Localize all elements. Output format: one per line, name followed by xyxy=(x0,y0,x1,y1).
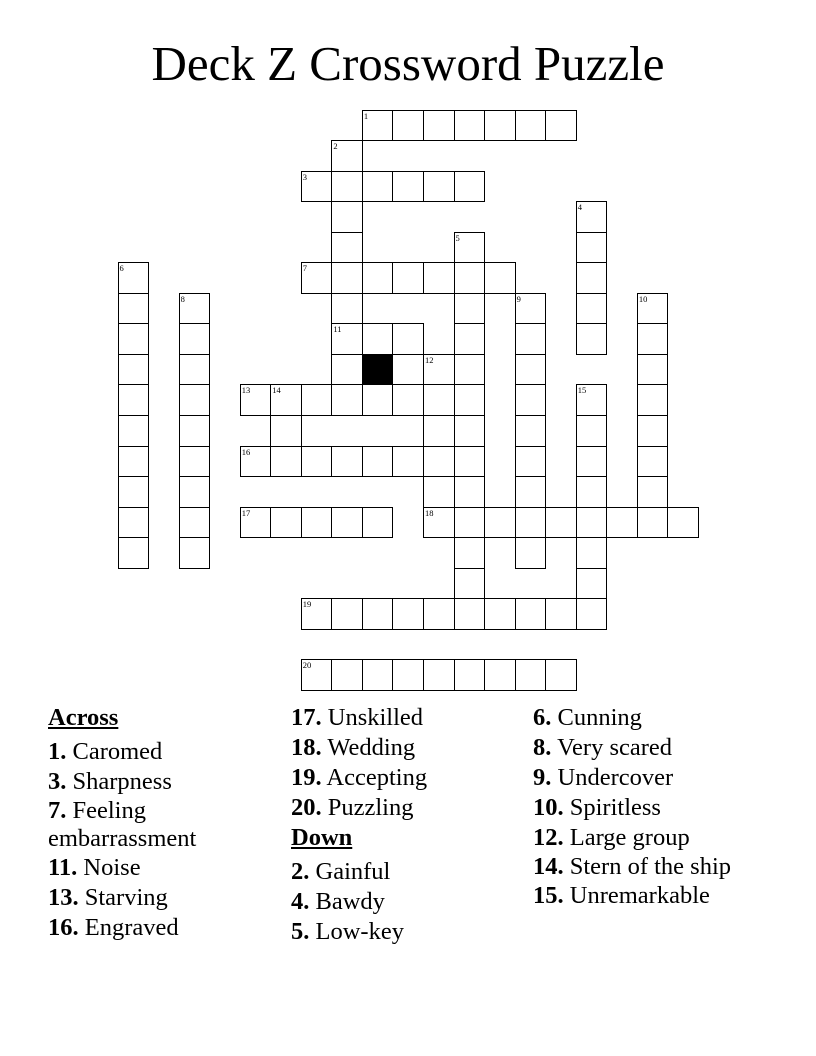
grid-cell[interactable] xyxy=(392,446,424,478)
grid-cell[interactable] xyxy=(515,537,547,569)
cell-number: 8 xyxy=(180,293,185,304)
cell-number: 9 xyxy=(516,293,521,304)
grid-cell[interactable] xyxy=(576,262,608,294)
grid-cell[interactable] xyxy=(515,507,547,539)
grid-cell[interactable] xyxy=(362,323,394,355)
grid-cell[interactable] xyxy=(454,537,486,569)
grid-cell[interactable] xyxy=(362,171,394,203)
grid-cell[interactable] xyxy=(637,507,669,539)
grid-cell[interactable] xyxy=(240,507,272,539)
grid-cell[interactable] xyxy=(179,293,211,325)
down-heading: Down xyxy=(291,824,353,851)
cell-number: 13 xyxy=(241,385,251,396)
grid-cell[interactable] xyxy=(515,476,547,508)
grid-cell[interactable] xyxy=(545,110,577,142)
grid-cell[interactable] xyxy=(576,537,608,569)
clue-across-16: 16. Engraved xyxy=(48,914,179,941)
cell-number: 17 xyxy=(241,507,251,518)
grid-cell[interactable] xyxy=(331,598,363,630)
clues-column-2 xyxy=(291,703,521,947)
across-heading: Across xyxy=(48,704,119,731)
cell-number: 16 xyxy=(241,446,251,457)
grid-cell[interactable] xyxy=(637,446,669,478)
clue-across-1: 1. Caromed xyxy=(48,738,163,765)
grid-cell[interactable] xyxy=(118,507,150,539)
grid-cell[interactable] xyxy=(392,384,424,416)
grid-cell[interactable] xyxy=(240,384,272,416)
grid-cell[interactable] xyxy=(576,323,608,355)
cell-number: 18 xyxy=(425,507,434,518)
grid-cell[interactable] xyxy=(454,598,486,630)
grid-cell[interactable] xyxy=(392,659,424,691)
grid-cell[interactable] xyxy=(301,446,333,478)
grid-cell[interactable] xyxy=(118,446,150,478)
grid-cell[interactable] xyxy=(576,415,608,447)
cell-number: 20 xyxy=(302,660,312,671)
grid-cell[interactable] xyxy=(179,415,211,447)
grid-cell[interactable] xyxy=(331,354,363,386)
cell-number: 1 xyxy=(363,110,369,121)
grid-cell[interactable] xyxy=(515,446,547,478)
grid-cell[interactable] xyxy=(454,171,486,203)
grid-cell[interactable] xyxy=(118,323,150,355)
cell-number: 3 xyxy=(302,171,308,182)
clue-across-11: 11. Noise xyxy=(48,854,141,881)
grid-cell[interactable] xyxy=(301,384,333,416)
grid-cell[interactable] xyxy=(179,354,211,386)
grid-cell[interactable] xyxy=(637,323,669,355)
grid-cell[interactable] xyxy=(331,323,363,355)
grid-cell[interactable] xyxy=(637,293,669,325)
grid-cell[interactable] xyxy=(423,659,455,691)
grid-cell[interactable] xyxy=(362,659,394,691)
clue-down-5: 5. Low-key xyxy=(291,918,404,945)
grid-cell[interactable] xyxy=(576,384,608,416)
grid-cell[interactable] xyxy=(179,507,211,539)
grid-cell[interactable] xyxy=(484,659,516,691)
grid-cell[interactable] xyxy=(118,384,150,416)
grid-cell[interactable] xyxy=(576,476,608,508)
grid-cell[interactable] xyxy=(179,537,211,569)
grid-cell[interactable] xyxy=(392,171,424,203)
grid-cell[interactable] xyxy=(545,507,577,539)
cell-number: 2 xyxy=(333,141,338,152)
grid-cell[interactable] xyxy=(118,415,150,447)
grid-cell[interactable] xyxy=(423,110,455,142)
cell-number: 14 xyxy=(272,385,281,396)
clue-across-17: 17. Unskilled xyxy=(291,704,424,731)
grid-cell[interactable] xyxy=(423,507,455,539)
clue-down-2: 2. Gainful xyxy=(291,858,391,885)
grid-cell[interactable] xyxy=(118,537,150,569)
grid-cell[interactable] xyxy=(637,354,669,386)
grid-cell[interactable] xyxy=(454,323,486,355)
clue-down-9: 9. Undercover xyxy=(533,764,674,791)
grid-cell[interactable] xyxy=(331,171,363,203)
grid-cell[interactable] xyxy=(423,354,455,386)
grid-cell[interactable] xyxy=(331,293,363,325)
grid-cell[interactable] xyxy=(484,598,516,630)
grid-cell[interactable] xyxy=(270,384,302,416)
grid-cell[interactable] xyxy=(606,507,638,539)
grid-cell[interactable] xyxy=(484,262,516,294)
grid-cell[interactable] xyxy=(179,323,211,355)
grid-cell[interactable] xyxy=(301,262,333,294)
grid-cell[interactable] xyxy=(515,110,547,142)
grid-cell[interactable] xyxy=(545,598,577,630)
grid-cell[interactable] xyxy=(576,507,608,539)
clue-down-8: 8. Very scared xyxy=(533,734,673,761)
clue-across-3: 3. Sharpness xyxy=(48,768,172,795)
grid-cell[interactable] xyxy=(331,140,363,172)
cell-number: 19 xyxy=(302,599,312,610)
grid-cell[interactable] xyxy=(392,262,424,294)
grid-cell[interactable] xyxy=(454,446,486,478)
grid-cell[interactable] xyxy=(362,262,394,294)
grid-cell[interactable] xyxy=(301,598,333,630)
clue-down-4: 4. Bawdy xyxy=(291,888,385,915)
grid-cell[interactable] xyxy=(423,598,455,630)
grid-cell[interactable] xyxy=(637,384,669,416)
clue-across-18: 18. Wedding xyxy=(291,734,416,761)
clue-across-19: 19. Accepting xyxy=(291,764,428,791)
grid-cell[interactable] xyxy=(515,323,547,355)
grid-cell[interactable] xyxy=(118,262,150,294)
cell-number: 10 xyxy=(638,293,648,304)
grid-cell[interactable] xyxy=(454,262,486,294)
clue-across-20: 20. Puzzling xyxy=(291,794,414,821)
grid-cell[interactable] xyxy=(515,598,547,630)
grid-cell[interactable] xyxy=(423,384,455,416)
grid-cell[interactable] xyxy=(362,110,394,142)
grid-cell[interactable] xyxy=(423,415,455,447)
grid-cell[interactable] xyxy=(362,507,394,539)
grid-cell[interactable] xyxy=(576,232,608,264)
grid-cell[interactable] xyxy=(331,446,363,478)
clues-column-1 xyxy=(48,703,278,943)
cell-number: 11 xyxy=(333,324,342,335)
grid-cell[interactable] xyxy=(454,232,486,264)
grid-cell[interactable] xyxy=(515,415,547,447)
grid-cell[interactable] xyxy=(270,446,302,478)
grid-cell[interactable] xyxy=(331,201,363,233)
cell-number: 12 xyxy=(425,354,434,365)
grid-cell[interactable] xyxy=(423,446,455,478)
grid-cell[interactable] xyxy=(179,446,211,478)
grid-cell[interactable] xyxy=(484,110,516,142)
grid-cell[interactable] xyxy=(545,659,577,691)
grid-cell[interactable] xyxy=(331,507,363,539)
grid-cell[interactable] xyxy=(331,262,363,294)
clue-down-15: 15. Unremarkable xyxy=(533,882,710,909)
grid-cell[interactable] xyxy=(454,354,486,386)
clue-down-12: 12. Large group xyxy=(533,824,690,851)
grid-cell[interactable] xyxy=(576,201,608,233)
grid-cell[interactable] xyxy=(118,476,150,508)
grid-cell[interactable] xyxy=(423,171,455,203)
grid-cell[interactable] xyxy=(240,446,272,478)
clue-down-10: 10. Spiritless xyxy=(533,794,661,821)
grid-cell[interactable] xyxy=(179,384,211,416)
grid-cell[interactable] xyxy=(667,507,699,539)
clue-across-7: 7. Feeling embarrassment xyxy=(48,797,197,852)
grid-cell[interactable] xyxy=(362,446,394,478)
cell-number: 7 xyxy=(302,263,308,274)
grid-cell[interactable] xyxy=(301,659,333,691)
grid-cell[interactable] xyxy=(392,598,424,630)
grid-cell[interactable] xyxy=(484,507,516,539)
grid-cell[interactable] xyxy=(118,354,150,386)
grid-cell[interactable] xyxy=(515,293,547,325)
grid-cell[interactable] xyxy=(331,659,363,691)
grid-cell[interactable] xyxy=(454,384,486,416)
grid-cell[interactable] xyxy=(576,568,608,600)
grid-cell[interactable] xyxy=(515,659,547,691)
grid-cell[interactable] xyxy=(454,659,486,691)
grid-cell[interactable] xyxy=(392,323,424,355)
clue-down-6: 6. Cunning xyxy=(533,704,642,731)
page-title: Deck Z Crossword Puzzle xyxy=(151,36,665,91)
grid-cell[interactable] xyxy=(179,476,211,508)
clue-down-14: 14. Stern of the ship xyxy=(533,853,732,880)
grid-cell[interactable] xyxy=(392,110,424,142)
grid-cell[interactable] xyxy=(454,415,486,447)
cell-number: 5 xyxy=(455,232,460,243)
grid-cell[interactable] xyxy=(515,354,547,386)
clue-across-13: 13. Starving xyxy=(48,884,168,911)
grid-cell[interactable] xyxy=(637,476,669,508)
cell-number: 4 xyxy=(577,202,582,213)
grid-cell[interactable] xyxy=(454,293,486,325)
grid-cell[interactable] xyxy=(331,384,363,416)
grid-cell[interactable] xyxy=(515,384,547,416)
grid-cell[interactable] xyxy=(423,476,455,508)
grid-black-cell xyxy=(362,354,394,386)
grid-cell[interactable] xyxy=(270,507,302,539)
grid-cell[interactable] xyxy=(454,476,486,508)
grid-cell[interactable] xyxy=(301,171,333,203)
grid-cell[interactable] xyxy=(331,232,363,264)
grid-cell[interactable] xyxy=(576,598,608,630)
grid-cell[interactable] xyxy=(362,598,394,630)
grid-cell[interactable] xyxy=(423,262,455,294)
grid-cell[interactable] xyxy=(118,293,150,325)
cell-number: 15 xyxy=(577,385,587,396)
grid-cell[interactable] xyxy=(637,415,669,447)
grid-cell[interactable] xyxy=(270,415,302,447)
grid-cell[interactable] xyxy=(454,568,486,600)
grid-cell[interactable] xyxy=(576,446,608,478)
grid-cell[interactable] xyxy=(362,384,394,416)
grid-cell[interactable] xyxy=(301,507,333,539)
clues-column-3 xyxy=(533,703,773,911)
grid-cell[interactable] xyxy=(454,110,486,142)
grid-cell[interactable] xyxy=(454,507,486,539)
cell-number: 6 xyxy=(119,263,124,274)
grid-cell[interactable] xyxy=(576,293,608,325)
